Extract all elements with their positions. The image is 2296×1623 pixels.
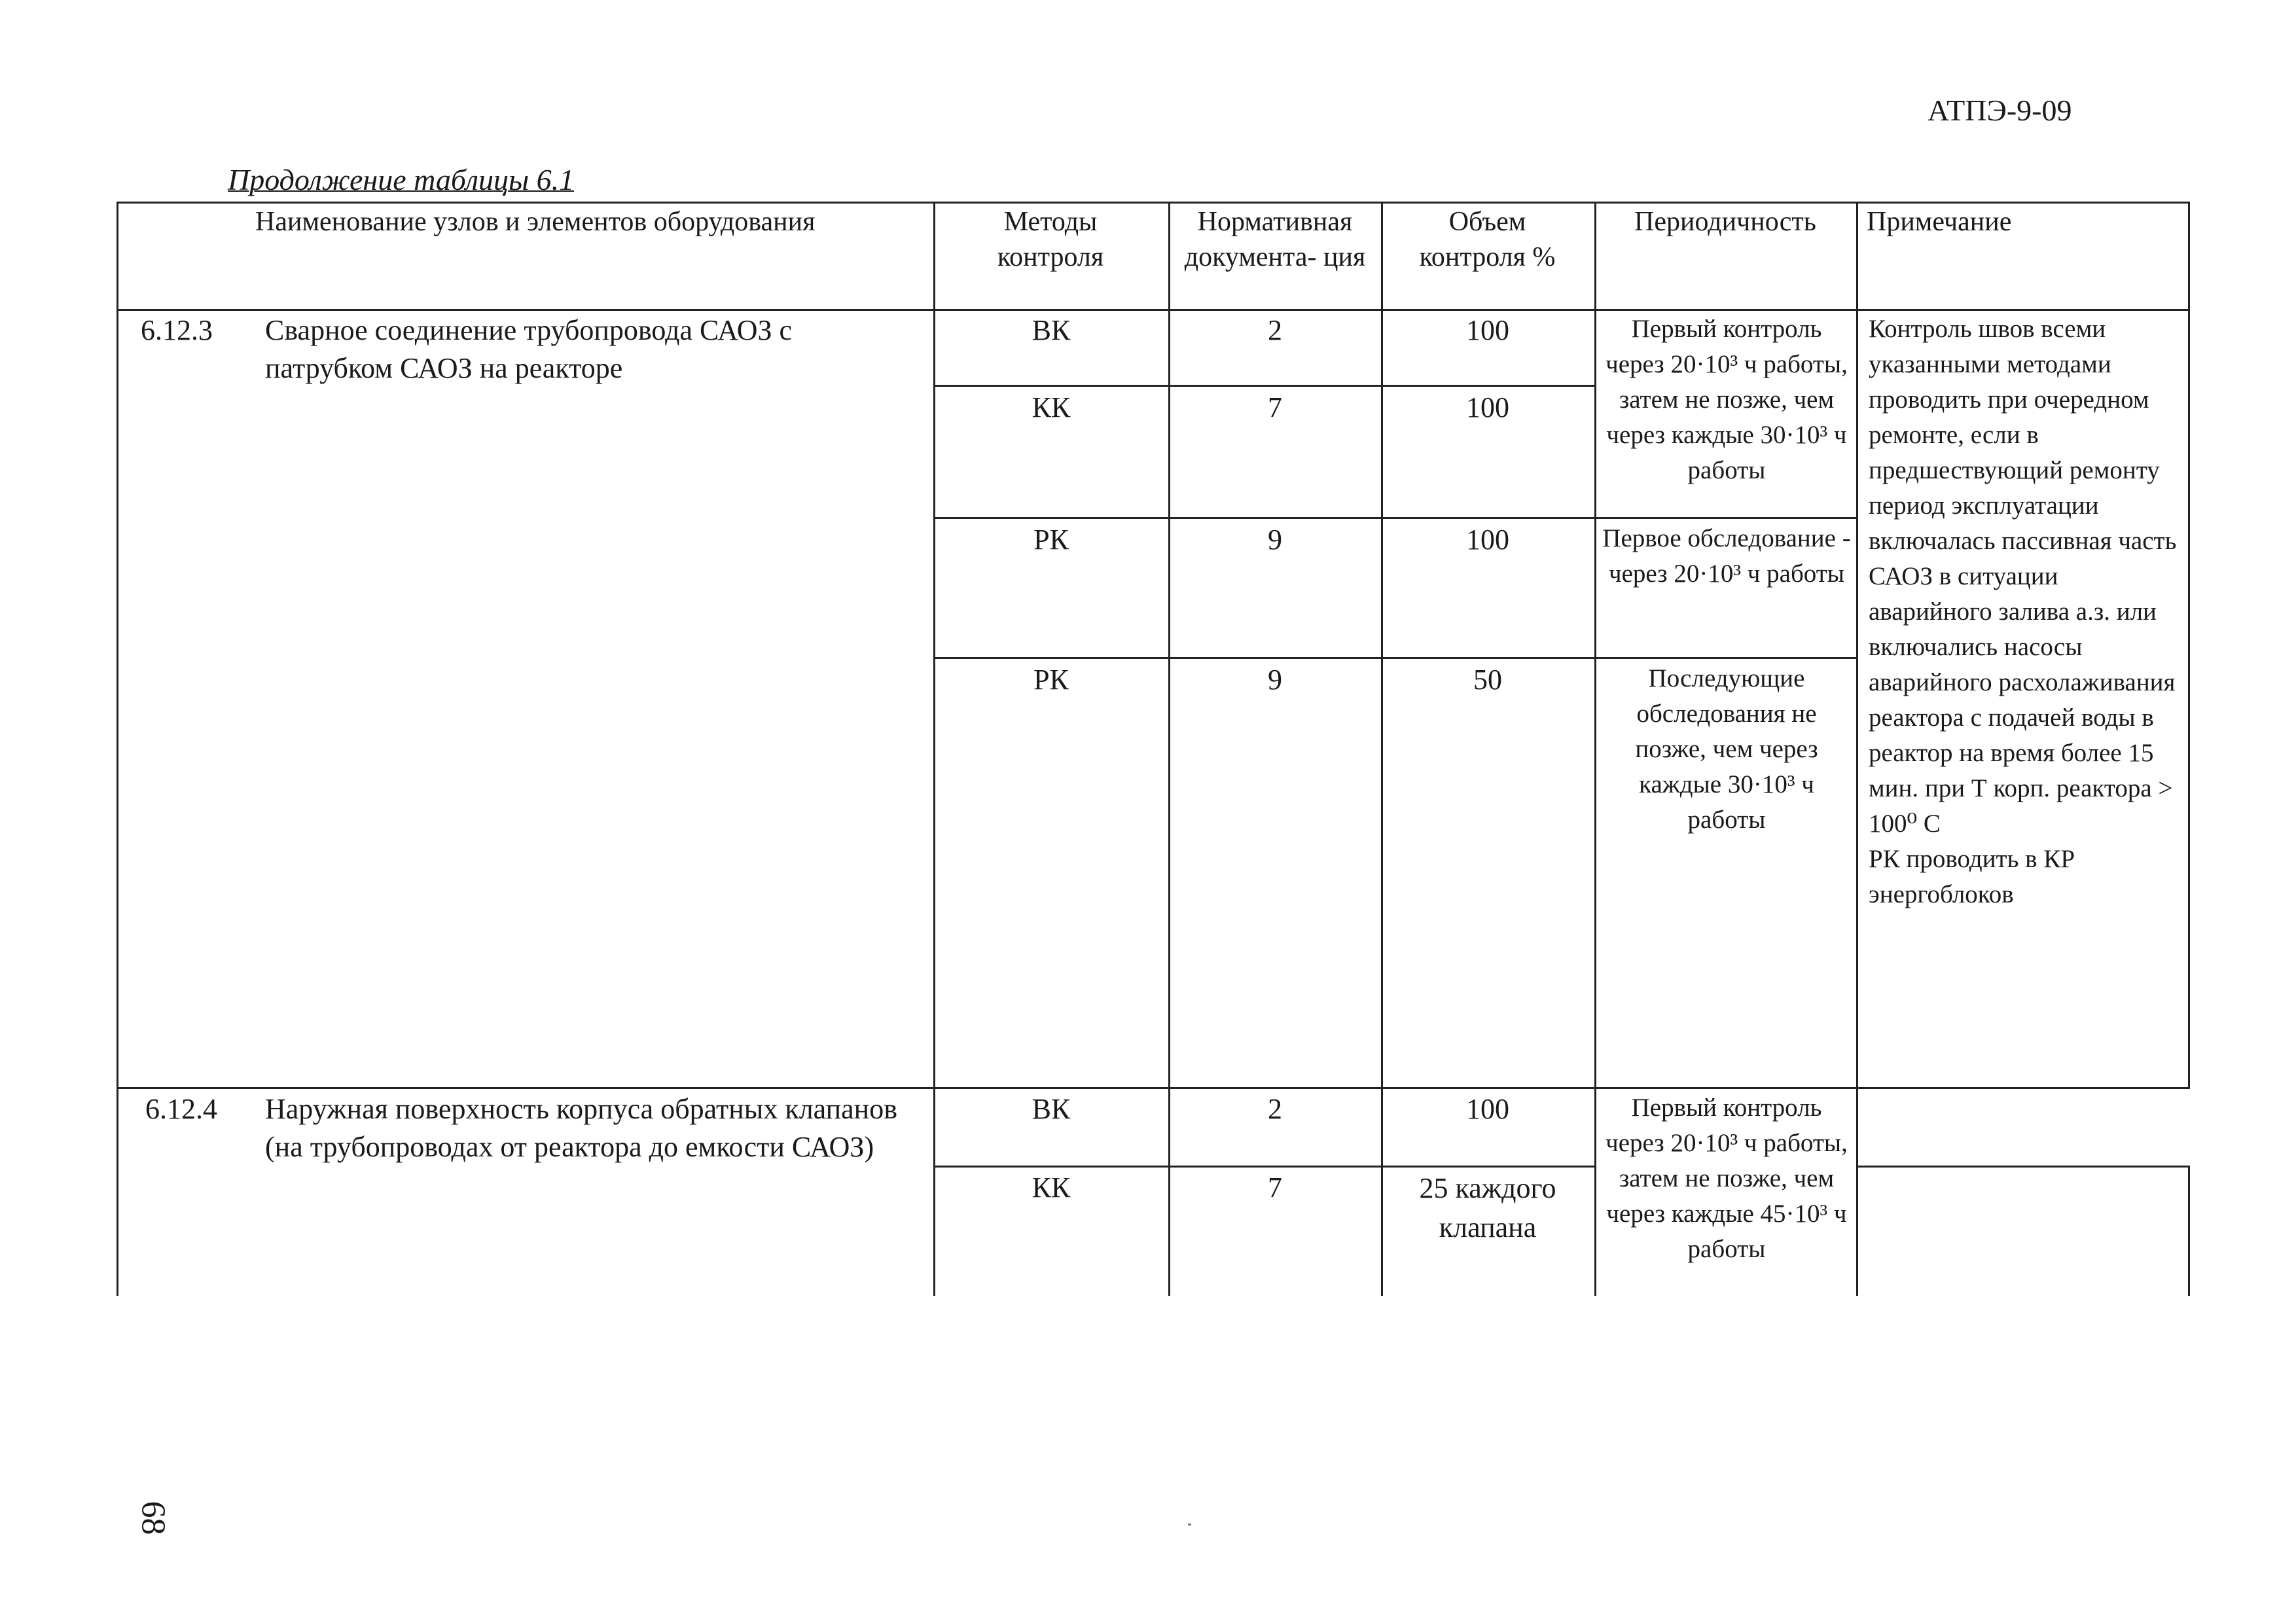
table-right-border xyxy=(2188,1166,2190,1296)
column-header-note: Примечание xyxy=(1867,207,2012,237)
document-code: АТПЭ-9-09 xyxy=(1928,94,2072,127)
column-header-normative: Нормативная документа- ция xyxy=(1184,207,1366,272)
column-header-name: Наименование узлов и элементов оборудования xyxy=(255,207,816,237)
method-cell: РК xyxy=(1033,524,1069,556)
volume-cell: 100 xyxy=(1466,1093,1509,1125)
volume-cell: 100 xyxy=(1466,391,1509,423)
method-cell: КК xyxy=(1031,391,1071,423)
column-header-volume: Объем контроля % xyxy=(1419,207,1556,272)
column-header-methods: Методы контроля xyxy=(997,207,1104,272)
normative-cell: 7 xyxy=(1268,1171,1282,1204)
normative-cell: 9 xyxy=(1268,664,1282,696)
row-divider xyxy=(933,517,1856,519)
volume-cell: 50 xyxy=(1473,664,1502,696)
normative-cell: 7 xyxy=(1268,391,1282,423)
volume-cell: 100 xyxy=(1466,524,1509,556)
column-divider xyxy=(1856,202,1858,1296)
column-header-periodicity: Периодичность xyxy=(1634,207,1816,237)
note-cell xyxy=(1869,312,2181,912)
periodicity-cell: Первый контроль через 20·10³ ч работы, затем не позже, чем через каждые 30·10³ ч работы xyxy=(1605,315,1848,484)
row-divider xyxy=(933,1166,1594,1168)
header-bottom-border xyxy=(117,309,2188,311)
method-cell: ВК xyxy=(1031,314,1071,346)
column-divider xyxy=(1381,202,1383,1296)
row-divider xyxy=(933,657,1856,659)
normative-cell: 2 xyxy=(1268,1093,1282,1125)
note-extra-text: РК проводить в КР энергоблоков xyxy=(1869,845,2075,908)
section-divider xyxy=(117,1087,2188,1089)
page-number: 68 xyxy=(134,1501,172,1535)
section-name: Сварное соединение трубопровода САОЗ с патрубком САОЗ на реакторе xyxy=(265,314,793,384)
note-text: Контроль швов всеми указанными методами проводить при очередном ремонте, если в предшествующий ремонту период эксплуатации включалась пассивная часть САОЗ в ситуации аварийного залива а.з. или включались насосы аварийного расхолаживания реактора с подачей воды в реактор на время более 15 мин. при Т корп. реактора > 100⁰ С xyxy=(1869,315,2177,838)
method-cell: РК xyxy=(1033,664,1069,696)
section-number: 6.12.4 xyxy=(145,1093,217,1125)
normative-cell: 2 xyxy=(1268,314,1282,346)
normative-cell: 9 xyxy=(1268,524,1282,556)
periodicity-cell: Первое обследование - через 20·10³ ч работы xyxy=(1602,524,1851,588)
table-left-border xyxy=(117,202,118,1296)
table-right-border xyxy=(2188,202,2190,1089)
method-cell: КК xyxy=(1031,1171,1071,1204)
periodicity-cell: Первый контроль через 20·10³ ч работы, затем не позже, чем через каждые 45·10³ ч работы xyxy=(1605,1094,1848,1263)
row-divider xyxy=(1856,1166,2188,1168)
periodicity-cell: Последующие обследования не позже, чем через каждые 30·10³ ч работы xyxy=(1635,664,1818,834)
section-name: Наружная поверхность корпуса обратных клапанов (на трубопроводах от реактора до емкости САОЗ) xyxy=(265,1093,898,1163)
column-divider xyxy=(933,202,935,1296)
column-divider xyxy=(1594,202,1596,1296)
volume-cell: 100 xyxy=(1466,314,1509,346)
volume-cell: 25 каждого клапана xyxy=(1419,1172,1556,1243)
column-divider xyxy=(1168,202,1170,1296)
row-divider xyxy=(933,385,1594,387)
table-caption: Продолжение таблицы 6.1 xyxy=(228,163,575,196)
section-number: 6.12.3 xyxy=(141,314,213,346)
table-top-border xyxy=(117,202,2188,204)
scan-speck xyxy=(1188,1524,1191,1525)
method-cell: ВК xyxy=(1031,1093,1071,1125)
